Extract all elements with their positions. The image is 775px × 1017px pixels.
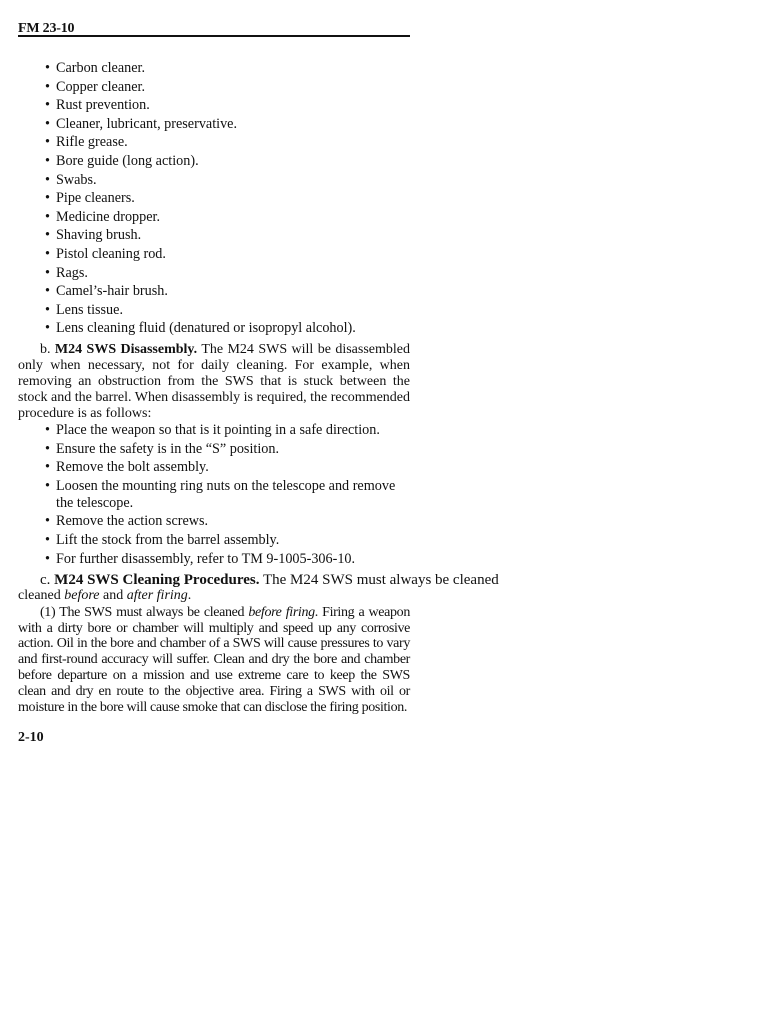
bullet-icon: • (45, 115, 50, 132)
disassembly-step (45, 459, 410, 476)
supply-item-text: Swabs. (56, 171, 97, 188)
bullet-icon: • (45, 208, 50, 225)
bullet-icon: • (45, 440, 50, 457)
paragraph-1-text-b: . Firing a weapon with a dirty bore or chamber will multiply and speed up any corrosive action. Oil in the bore and chamber of a SWS will cause pressures to vary and first-round accuracy will suffer. Clean and dry the bore and chamber before departure on a mission and use extreme care to keep the SWS clean and dry en route to the objective area. Firing a SWS with oil or moisture in the bore will cause smoke that can disclose the firing position. (18, 604, 410, 715)
disassembly-step-text: Lift the stock from the barrel assembly. (56, 532, 280, 549)
disassembly-step-text: Remove the bolt assembly. (56, 459, 209, 476)
bullet-icon: • (45, 459, 50, 476)
paragraph-1-number: (1) (40, 604, 56, 620)
cleaning-text: The M24 SWS must always be cleaned (262, 571, 499, 588)
bullet-icon: • (45, 513, 50, 530)
cleaning-label: c. (40, 571, 51, 588)
page-content (18, 59, 499, 715)
disassembly-step-text: Remove the action screws. (56, 513, 209, 530)
supply-item-text: Pistol cleaning rod. (56, 245, 166, 262)
supply-item (45, 78, 410, 97)
cleaning-before: before (64, 587, 100, 603)
supply-item-text: Rifle grease. (56, 134, 128, 151)
supply-item-text: Rust prevention. (56, 97, 150, 114)
paragraph-1-before-firing: before firing (248, 604, 315, 620)
supply-item-text: Shaving brush. (56, 227, 142, 244)
disassembly-label: b. (40, 341, 51, 357)
disassembly-paragraph (18, 342, 410, 422)
supply-item (45, 133, 410, 152)
bullet-icon: • (45, 227, 50, 244)
cleaning-paragraph-cont (18, 588, 410, 604)
supply-item (45, 208, 410, 227)
bullet-icon: • (45, 171, 50, 188)
disassembly-step-text: Place the weapon so that is it pointing in a safe direction. (56, 421, 380, 438)
supply-item (45, 171, 410, 190)
bullet-icon: • (45, 245, 50, 262)
cleaning-supplies-list (18, 59, 410, 338)
supply-item (45, 226, 410, 245)
supply-item-text: Bore guide (long action). (56, 152, 199, 169)
bullet-icon: • (45, 532, 50, 549)
supply-item (45, 301, 410, 320)
disassembly-heading: M24 SWS Disassembly. (54, 341, 198, 357)
bullet-icon: • (45, 134, 50, 151)
bullet-icon: • (45, 301, 50, 318)
supply-item-text: Copper cleaner. (56, 78, 146, 95)
cleaning-paragraph (18, 571, 499, 588)
supply-item-text: Lens tissue. (56, 301, 123, 318)
disassembly-steps-list (18, 422, 410, 568)
supply-item (45, 115, 410, 134)
bullet-icon: • (45, 97, 50, 114)
page-header (18, 19, 410, 37)
bullet-icon: • (45, 78, 50, 95)
manual-designation: FM 23-10 (18, 21, 75, 36)
supply-item-text: Medicine dropper. (56, 208, 161, 225)
supply-item-text: Rags. (56, 264, 88, 281)
disassembly-step (45, 513, 410, 530)
supply-item-text: Pipe cleaners. (56, 190, 135, 207)
page-number: 2-10 (18, 730, 44, 745)
disassembly-step (45, 422, 410, 439)
supply-item-text: Carbon cleaner. (56, 60, 146, 76)
supply-item (45, 282, 410, 301)
supply-item (45, 59, 410, 78)
cleaning-text-cont: cleaned (18, 587, 65, 603)
disassembly-step (45, 441, 410, 458)
supply-item (45, 319, 410, 338)
cleaning-heading: M24 SWS Cleaning Procedures. (54, 571, 260, 588)
disassembly-step-text: Ensure the safety is in the “S” position. (56, 440, 280, 457)
bullet-icon: • (45, 320, 50, 337)
disassembly-step (45, 551, 410, 568)
bullet-icon: • (45, 421, 50, 438)
bullet-icon: • (45, 264, 50, 281)
cleaning-period: . (187, 587, 192, 603)
supply-item-text: Lens cleaning fluid (denatured or isopropyl alcohol). (56, 320, 356, 337)
supply-item-text: Cleaner, lubricant, preservative. (56, 115, 238, 132)
cleaning-and: and (103, 587, 124, 603)
supply-item (45, 189, 410, 208)
disassembly-step-text: Loosen the mounting ring nuts on the telescope and remove the telescope. (56, 477, 396, 511)
paragraph-1 (18, 605, 410, 716)
supply-item (45, 264, 410, 283)
supply-item (45, 96, 410, 115)
disassembly-text: The M24 SWS will be disassembled only when necessary, not for daily cleaning. For example, when removing an obstruction from the SWS that is stuck between the stock and the barrel. When disassembly is required, the recommended procedure is as follows: (18, 341, 411, 421)
supply-item (45, 245, 410, 264)
disassembly-step (45, 532, 410, 549)
bullet-icon: • (45, 477, 50, 494)
paragraph-1-text-a: The SWS must always be cleaned (59, 604, 245, 620)
bullet-icon: • (45, 152, 50, 169)
disassembly-step-text: For further disassembly, refer to TM 9-1005-306-10. (56, 550, 356, 567)
supply-item-text: Camel’s-hair brush. (56, 283, 168, 300)
bullet-icon: • (45, 60, 50, 76)
bullet-icon: • (45, 190, 50, 207)
cleaning-after-firing: after firing (126, 587, 188, 603)
bullet-icon: • (45, 283, 50, 300)
supply-item (45, 152, 410, 171)
bullet-icon: • (45, 550, 50, 567)
disassembly-step (45, 478, 410, 512)
